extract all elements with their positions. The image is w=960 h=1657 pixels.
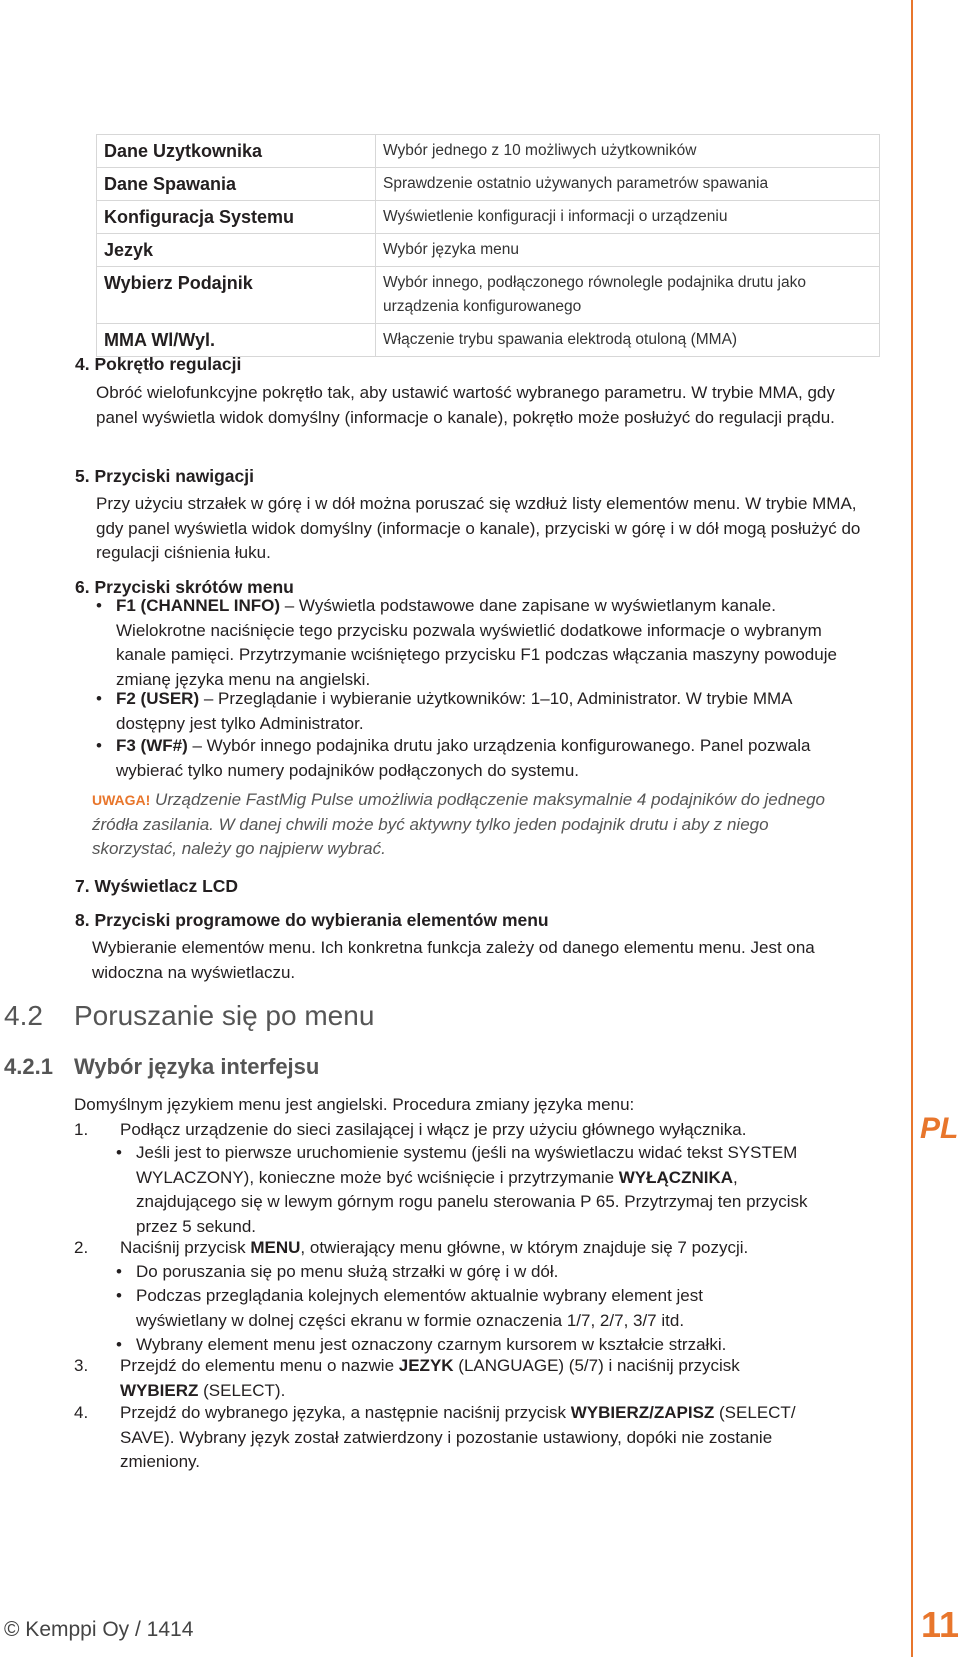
menu-desc: Wyświetlenie konfiguracji i informacji o urządzeniu [376,201,880,234]
list-item: • F2 (USER) – Przeglądanie i wybieranie użytkowników: 1–10, Administrator. W trybie MMA dostępny jest tylko Administrator. [96,689,792,733]
list-item: • F1 (CHANNEL INFO) – Wyświetla podstawowe dane zapisane w wyświetlanym kanale. Wielokrotne naciśnięcie tego przycisku pozwala wyświetlić dodatkowe informacje o wybranym kanale pamięci. Przytrzymanie wciśniętego przycisku F1 podczas włączania maszyny powoduje zmianę języka menu na angielski. [96,596,837,689]
menu-term: Dane Uzytkownika [97,135,376,168]
step-1 [74,1118,840,1143]
list-item: • Wybrany element menu jest oznaczony czarnym kursorem w kształcie strzałki. [116,1335,727,1354]
step-number: 3. [74,1356,89,1375]
key-label: F1 (CHANNEL INFO) [116,596,281,615]
step-number: 1. [74,1120,89,1139]
heading-number: 4.2 [4,1000,43,1031]
copyright-footer: © Kemppi Oy / 1414 [4,1618,194,1641]
step-number: 2. [74,1238,89,1257]
bullet-text: – Wybór innego podajnika drutu jako urządzenia konfigurowanego. Panel pozwala wybierać tylko numery podajników podłączonych do systemu. [116,736,811,780]
key-label: F3 (WF#) [116,736,188,755]
menu-term: Wybierz Podajnik [97,267,376,324]
key-label: F2 (USER) [116,689,200,708]
menu-term: Konfiguracja Systemu [97,201,376,234]
section-4-2-heading [4,1000,374,1032]
bullet-text: – Wyświetla podstawowe dane zapisane w wyświetlanym kanale. Wielokrotne naciśnięcie tego przycisku pozwala wyświetlić dodatkowe informacje o wybranym kanale pamięci. Przytrzymanie wciśniętego przycisku F1 podczas włączania maszyny powoduje zmianę języka menu na angielski. [116,596,837,689]
menu-desc: Wybór jednego z 10 możliwych użytkowników [376,135,880,168]
step-2: 2. Naciśnij przycisk MENU, otwierający menu główne, w którym znajduje się 7 pozycji. [120,1236,840,1261]
margin-rule [911,0,913,1657]
section-8-heading: 8. Przyciski programowe do wybierania elementów menu [75,910,549,930]
list-item: • F3 (WF#) – Wybór innego podajnika drutu jako urządzenia konfigurowanego. Panel pozwala wybierać tylko numery podajników podłączonych do systemu. [96,736,811,780]
section-4-2-1-heading [4,1054,319,1080]
warning-text: Urządzenie FastMig Pulse umożliwia podłączenie maksymalnie 4 podajników do jednego źródła zasilania. W danej chwili może być aktywny tylko jeden podajnik drutu i aby z niego skorzystać, należy go najpierw wybrać. [92,790,826,858]
table-row [97,168,880,201]
menu-desc: Sprawdzenie ostatnio używanych parametrów spawania [376,168,880,201]
section-7-heading: 7. Wyświetlacz LCD [75,876,239,896]
warning-note [92,788,832,862]
section-4-text: Obróć wielofunkcyjne pokrętło tak, aby ustawić wartość wybranego parametru. W trybie MMA, gdy panel wyświetla widok domyślny (informacje o kanale), pokrętło może posłużyć do regulacji prądu. [96,383,835,427]
table-row [97,324,880,357]
step-4: 4. Przejdź do wybranego języka, a następnie naciśnij przycisk WYBIERZ/ZAPISZ (SELECT/ SAVE). Wybrany język został zatwierdzony i pozostanie ustawiony, dopóki nie zostanie zmieniony. [74,1403,796,1471]
warning-label: UWAGA! [92,792,151,808]
list-item: • Jeśli jest to pierwsze uruchomienie systemu (jeśli na wyświetlaczu widać tekst SYSTEM WYLACZONY), konieczne może być wciśnięcie i przytrzymanie WYŁĄCZNIKA, znajdującego się w lewym górnym rogu panelu sterowania P 65. Przytrzymaj ten przycisk przez 5 sekund. [116,1143,808,1236]
table-row [97,267,880,324]
heading-number: 4.2.1 [4,1054,53,1079]
step-3: 3. Przejdź do elementu menu o nazwie JEZYK (LANGUAGE) (5/7) i naciśnij przycisk WYBIERZ (SELECT). [74,1356,740,1400]
menu-desc: Włączenie trybu spawania elektrodą otuloną (MMA) [376,324,880,357]
table-row [97,135,880,168]
intro-text: Domyślnym językiem menu jest angielski. Procedura zmiany języka menu: [74,1095,635,1114]
list-item: • Podczas przeglądania kolejnych elementów aktualnie wybrany element jest wyświetlany w dolnej części ekranu w formie oznaczenia 1/7, 2/7, 3/7 itd. [116,1286,703,1330]
section-5-text: Przy użyciu strzałek w górę i w dół można poruszać się wzdłuż listy elementów menu. W trybie MMA, gdy panel wyświetla widok domyślny (informacje o kanale), przyciski w górę i w dół mogą posłużyć do regulacji ciśnienia łuku. [96,494,861,562]
table-row [97,201,880,234]
section-5-heading: 5. Przyciski nawigacji [75,466,254,486]
section-6-heading: 6. Przyciski skrótów menu [75,577,294,597]
heading-title: Poruszanie się po menu [74,1000,375,1031]
menu-term: Jezyk [97,234,376,267]
step-text: Podłącz urządzenie do sieci zasilającej i włącz je przy użyciu głównego wyłącznika. [120,1120,747,1139]
menu-term: Dane Spawania [97,168,376,201]
menu-desc: Wybór innego, podłączonego równolegle podajnika drutu jako urządzenia konfigurowanego [376,267,880,324]
step-number: 4. [74,1403,89,1422]
section-8-text: Wybieranie elementów menu. Ich konkretna funkcja zależy od danego elementu menu. Jest ona widoczna na wyświetlaczu. [92,938,815,982]
menu-term: MMA Wl/Wyl. [97,324,376,357]
section-4-heading: 4. Pokrętło regulacji [75,354,242,374]
menu-desc: Wybór języka menu [376,234,880,267]
language-tab: PL [920,1112,959,1145]
list-item: • Do poruszania się po menu służą strzałki w górę i w dół. [116,1262,559,1281]
table-row [97,234,880,267]
heading-title: Wybór języka interfejsu [74,1054,320,1079]
page-number: 11 [921,1604,960,1645]
bullet-text: – Przeglądanie i wybieranie użytkowników: 1–10, Administrator. W trybie MMA dostępny jest tylko Administrator. [116,689,792,733]
menu-items-table [96,134,880,357]
